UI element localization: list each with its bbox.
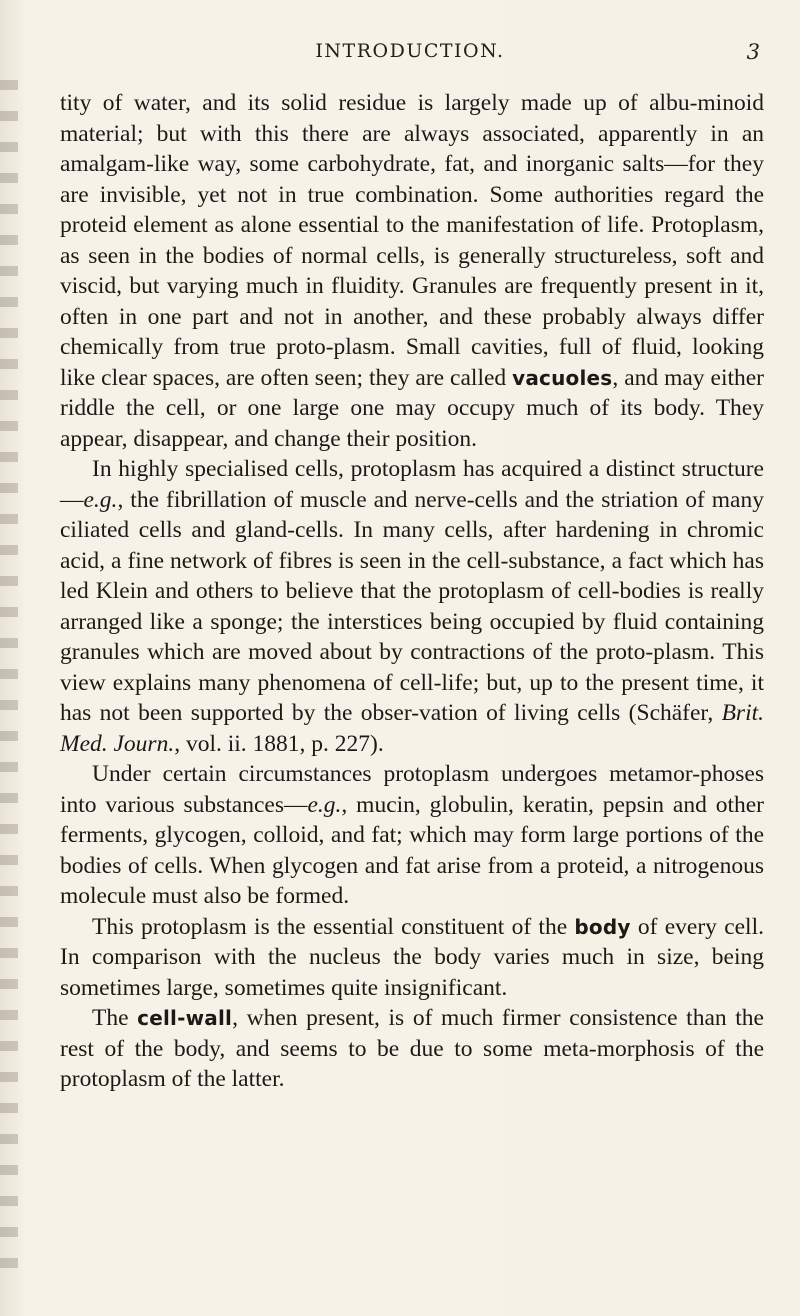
paragraph <box>60 759 764 912</box>
page-number: 3 <box>746 40 760 64</box>
text-run: , mucin, globulin, keratin, pepsin and other ferments, glycogen, colloid, and fat; which may form large portions of the bodies of cells. When glycogen and fat arise from a proteid, a nitrogenous molecule must also be formed. <box>60 791 765 909</box>
text-run: , when present, is of much firmer consistence than the rest of the body, and seems to be due to some meta-morphosis of the protoplasm of the latter. <box>60 1005 764 1092</box>
italic-abbrev: e.g. <box>307 791 342 818</box>
journal-citation: Brit. Med. Journ. <box>60 700 764 757</box>
term-body: body <box>574 914 631 939</box>
paragraph <box>60 454 764 759</box>
running-head: INTRODUCTION. <box>315 40 505 62</box>
text-run: of every cell. In comparison with the nucleus the body varies much in size, being sometimes large, sometimes quite insignificant. <box>60 913 764 1001</box>
binding-gutter <box>0 80 18 1280</box>
text-run: tity of water, and its solid residue is largely made up of albu-minoid material; but with this there are always associated, apparently in an amalgam-like way, some carbohydrate, fat, and inorganic salts—for they are invisible, yet not in true combination. Some authorities regard the proteid element as alone essential to the manifestation of life. Protoplasm, as seen in the bodies of normal cells, is generally structureless, soft and viscid, but varying much in fluidity. Granules are frequently present in it, often in one part and not in another, and these probably always differ chemically from true proto-plasm. Small cavities, full of fluid, looking like clear spaces, are often seen; they are called <box>60 90 764 391</box>
text-run: This protoplasm is the essential constituent of the <box>92 913 575 940</box>
paragraph <box>60 912 764 1004</box>
text-run: , vol. ii. 1881, p. 227). <box>174 730 384 757</box>
italic-abbrev: e.g. <box>83 486 118 513</box>
paragraph <box>60 88 764 454</box>
body-text <box>60 88 764 1095</box>
page-header <box>60 40 760 76</box>
term-cell-wall: cell-wall <box>137 1006 233 1030</box>
paragraph <box>60 1003 764 1095</box>
text-run: , and may either riddle the cell, or one large one may occupy much of its body. They appear, disappear, and change their position. <box>60 364 765 452</box>
text-run: , the fibrillation of muscle and nerve-cells and the striation of many ciliated cells and gland-cells. In many cells, after hardening in chromic acid, a fine network of fibres is seen in the cell-substance, a fact which has led Klein and others to believe that the protoplasm of cell-bodies is really arranged like a sponge; the interstices being occupied by fluid containing granules which are moved about by contractions of the proto-plasm. This view explains many phenomena of cell-life; but, up to the present time, it has not been supported by the obser-vation of living cells (Schäfer, <box>60 486 764 726</box>
term-vacuoles: vacuoles <box>512 365 613 390</box>
text-run: In highly specialised cells, protoplasm has acquired a distinct structure— <box>60 456 764 513</box>
text-run: Under certain circumstances protoplasm undergoes metamor-phoses into various substances— <box>60 761 764 818</box>
text-run: The <box>92 1005 138 1031</box>
